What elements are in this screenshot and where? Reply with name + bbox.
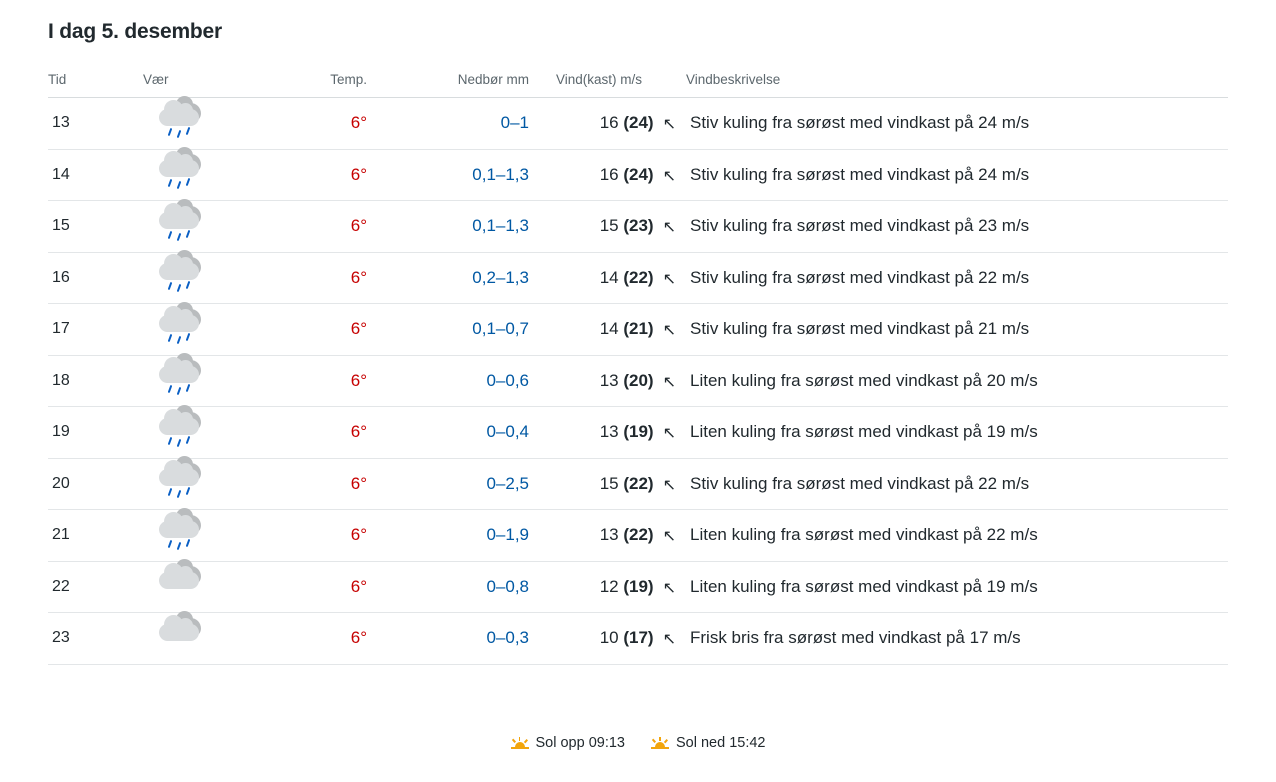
cell-weather-symbol — [143, 407, 263, 459]
table-row — [48, 149, 1228, 201]
cell-weather-symbol — [143, 458, 263, 510]
wind-speed: 13 — [599, 370, 619, 390]
sunset-label: Sol ned 15:42 — [676, 735, 766, 751]
forecast-page — [0, 20, 1276, 782]
table-row — [48, 510, 1228, 562]
wind-speed: 13 — [599, 422, 619, 442]
wind-gust: (23) — [623, 216, 654, 236]
wind-speed: 12 — [599, 576, 619, 596]
column-header-weather: Vær — [143, 72, 169, 87]
sunrise-icon — [511, 737, 529, 750]
cell-weather-symbol — [143, 355, 263, 407]
column-header-precipitation: Nedbør mm — [457, 72, 529, 87]
cell-precipitation: 0,2–1,3 — [472, 267, 529, 287]
wind-gust: (20) — [623, 370, 654, 390]
cell-precipitation: 0–2,5 — [486, 473, 529, 493]
table-row — [48, 304, 1228, 356]
table-row — [48, 458, 1228, 510]
sun-times — [0, 735, 1276, 751]
table-row — [48, 252, 1228, 304]
cell-wind — [531, 149, 686, 201]
cell-wind — [531, 407, 686, 459]
rain-cloud-icon — [157, 204, 209, 244]
cloud-icon — [157, 616, 209, 656]
cell-time: 14 — [52, 165, 70, 183]
wind-gust: (17) — [623, 628, 654, 648]
cell-temperature: 6° — [350, 319, 367, 339]
cell-wind-description: Liten kuling fra sørøst med vindkast på 20 m/s — [690, 370, 1038, 390]
column-header-wind: Vind(kast) m/s — [555, 72, 642, 87]
rain-cloud-icon — [157, 307, 209, 347]
wind-speed: 16 — [599, 113, 619, 133]
sunrise-item — [511, 735, 626, 751]
cell-temperature: 6° — [350, 576, 367, 596]
cell-temperature: 6° — [350, 473, 367, 493]
cell-wind-description: Liten kuling fra sørøst med vindkast på 22 m/s — [690, 525, 1038, 545]
sunset-item — [651, 735, 766, 751]
wind-speed: 14 — [599, 267, 619, 287]
cell-temperature: 6° — [350, 422, 367, 442]
cloud-icon — [157, 564, 209, 604]
cell-wind-description: Liten kuling fra sørøst med vindkast på 19 m/s — [690, 422, 1038, 442]
cell-wind-description: Stiv kuling fra sørøst med vindkast på 22 m/s — [690, 267, 1030, 287]
cell-precipitation: 0–1 — [500, 113, 529, 133]
cell-temperature: 6° — [350, 164, 367, 184]
rain-cloud-icon — [157, 410, 209, 450]
cell-weather-symbol — [143, 304, 263, 356]
wind-direction-arrow-icon: ↖ — [662, 167, 676, 185]
cell-precipitation: 0,1–1,3 — [472, 216, 529, 236]
wind-gust: (19) — [623, 422, 654, 442]
column-header-time: Tid — [48, 72, 67, 87]
cell-weather-symbol — [143, 201, 263, 253]
cell-time: 21 — [52, 526, 70, 544]
wind-direction-arrow-icon: ↖ — [662, 219, 676, 237]
cell-wind — [531, 510, 686, 562]
cell-precipitation: 0–0,6 — [486, 370, 529, 390]
cell-wind — [531, 304, 686, 356]
table-body — [48, 98, 1228, 665]
wind-speed: 10 — [599, 628, 619, 648]
cell-time: 16 — [52, 268, 70, 286]
rain-cloud-icon — [157, 513, 209, 553]
wind-speed: 15 — [599, 473, 619, 493]
cell-wind — [531, 458, 686, 510]
cell-time: 18 — [52, 371, 70, 389]
cell-wind-description: Frisk bris fra sørøst med vindkast på 17 m/s — [690, 628, 1021, 648]
cell-precipitation: 0–1,9 — [486, 525, 529, 545]
wind-gust: (24) — [623, 113, 654, 133]
wind-speed: 15 — [599, 216, 619, 236]
cell-wind-description: Stiv kuling fra sørøst med vindkast på 22 m/s — [690, 473, 1030, 493]
cell-wind-description: Stiv kuling fra sørøst med vindkast på 24 m/s — [690, 164, 1030, 184]
cell-wind — [531, 98, 686, 150]
table-row — [48, 201, 1228, 253]
wind-gust: (22) — [623, 267, 654, 287]
wind-direction-arrow-icon: ↖ — [662, 425, 676, 443]
wind-direction-arrow-icon: ↖ — [662, 373, 676, 391]
cell-weather-symbol — [143, 561, 263, 613]
cell-precipitation: 0–0,4 — [486, 422, 529, 442]
cell-temperature: 6° — [350, 113, 367, 133]
wind-direction-arrow-icon: ↖ — [662, 476, 676, 494]
cell-wind-description: Stiv kuling fra sørøst med vindkast på 21 m/s — [690, 319, 1030, 339]
table-row — [48, 355, 1228, 407]
cell-weather-symbol — [143, 252, 263, 304]
cell-wind — [531, 201, 686, 253]
cell-wind-description: Stiv kuling fra sørøst med vindkast på 24 m/s — [690, 113, 1030, 133]
cell-wind-description: Liten kuling fra sørøst med vindkast på 19 m/s — [690, 576, 1038, 596]
cell-precipitation: 0,1–1,3 — [472, 164, 529, 184]
cell-temperature: 6° — [350, 267, 367, 287]
hourly-forecast-table — [48, 72, 1228, 665]
cell-time: 20 — [52, 474, 70, 492]
wind-speed: 16 — [599, 164, 619, 184]
table-header — [48, 72, 1228, 98]
cell-wind — [531, 355, 686, 407]
cell-temperature: 6° — [350, 628, 367, 648]
table-row — [48, 407, 1228, 459]
cell-temperature: 6° — [350, 216, 367, 236]
rain-cloud-icon — [157, 101, 209, 141]
cell-wind — [531, 561, 686, 613]
cell-wind — [531, 613, 686, 665]
wind-direction-arrow-icon: ↖ — [662, 631, 676, 649]
cell-time: 17 — [52, 320, 70, 338]
table-row — [48, 561, 1228, 613]
cell-time: 19 — [52, 423, 70, 441]
rain-cloud-icon — [157, 152, 209, 192]
wind-direction-arrow-icon: ↖ — [662, 116, 676, 134]
sunrise-label: Sol opp 09:13 — [535, 735, 625, 751]
column-header-wind-description: Vindbeskrivelse — [686, 72, 781, 87]
cell-wind-description: Stiv kuling fra sørøst med vindkast på 23 m/s — [690, 216, 1030, 236]
wind-gust: (22) — [623, 473, 654, 493]
table-row — [48, 613, 1228, 665]
cell-time: 13 — [52, 114, 70, 132]
wind-gust: (24) — [623, 164, 654, 184]
cell-precipitation: 0–0,3 — [486, 628, 529, 648]
cell-temperature: 6° — [350, 370, 367, 390]
wind-speed: 13 — [599, 525, 619, 545]
cell-precipitation: 0,1–0,7 — [472, 319, 529, 339]
page-title: I dag 5. desember — [48, 20, 223, 43]
cell-time: 15 — [52, 217, 70, 235]
wind-gust: (19) — [623, 576, 654, 596]
wind-direction-arrow-icon: ↖ — [662, 322, 676, 340]
cell-precipitation: 0–0,8 — [486, 576, 529, 596]
wind-direction-arrow-icon: ↖ — [662, 579, 676, 597]
cell-weather-symbol — [143, 613, 263, 665]
cell-time: 22 — [52, 577, 70, 595]
cell-weather-symbol — [143, 510, 263, 562]
rain-cloud-icon — [157, 255, 209, 295]
cell-weather-symbol — [143, 98, 263, 150]
column-header-temperature: Temp. — [330, 72, 367, 87]
wind-gust: (21) — [623, 319, 654, 339]
cell-time: 23 — [52, 629, 70, 647]
sunset-icon — [651, 737, 669, 750]
rain-cloud-icon — [157, 461, 209, 501]
cell-weather-symbol — [143, 149, 263, 201]
cell-wind — [531, 252, 686, 304]
wind-direction-arrow-icon: ↖ — [662, 270, 676, 288]
cell-temperature: 6° — [350, 525, 367, 545]
wind-speed: 14 — [599, 319, 619, 339]
rain-cloud-icon — [157, 358, 209, 398]
table-row — [48, 98, 1228, 150]
wind-direction-arrow-icon: ↖ — [662, 528, 676, 546]
wind-gust: (22) — [623, 525, 654, 545]
